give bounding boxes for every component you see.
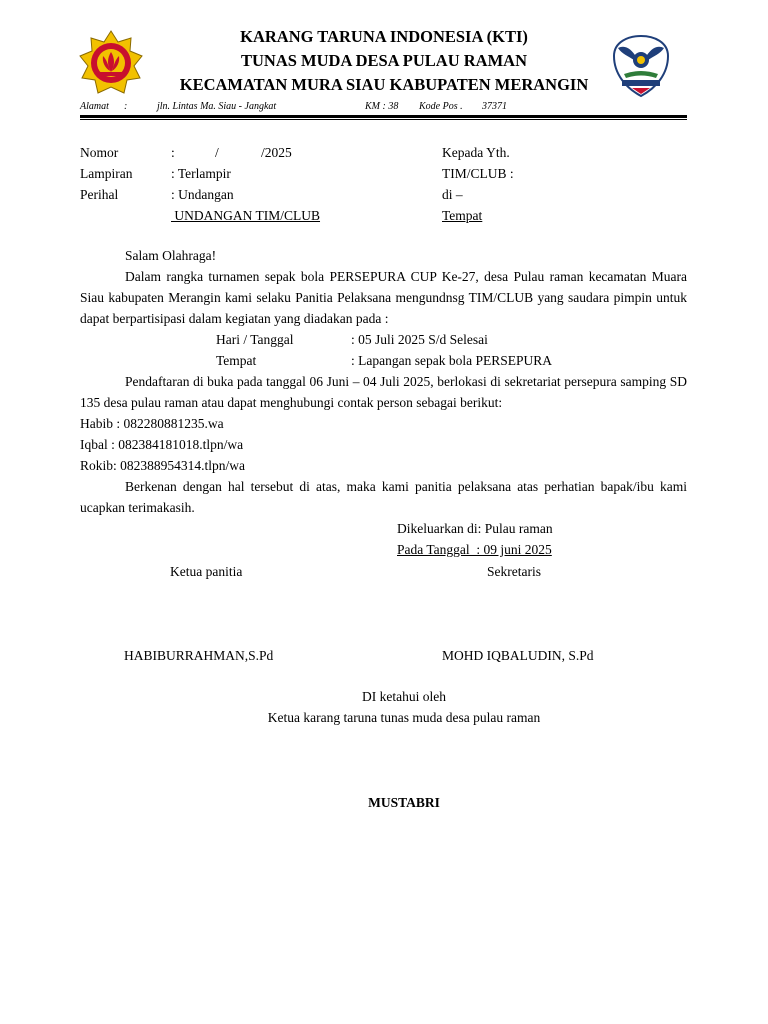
letterhead-region: KECAMATAN MURA SIAU KABUPATEN MERANGIN	[179, 75, 589, 94]
issued-date: Pada Tanggal : 09 juni 2025	[397, 542, 552, 557]
acknowledger-title: Ketua karang taruna tunas muda desa pulau raman	[267, 710, 541, 725]
secretary-name: MOHD IQBALUDIN, S.Pd	[442, 648, 594, 663]
acknowledged-by: DI ketahui oleh	[362, 689, 446, 704]
invitation-text: Dalam rangka turnamen sepak bola PERSEPURA CUP Ke-27, desa Pulau raman kecamatan Muara Siau kabupaten Merangin kami selaku Panitia Pelaksana mengundnsg TIM/CLUB yang saudara pimpin untuk dapat berpartisipasi dalam kegiatan yang diadakan pada :	[80, 269, 687, 326]
postal-code: 37371	[482, 101, 507, 112]
recipient-greeting: Kepada Yth.	[442, 145, 510, 160]
nomor-colon: :	[171, 145, 175, 160]
contact-iqbal: Iqbal : 082384181018.tlpn/wa	[80, 437, 244, 452]
event-place-value: : Lapangan sepak bola PERSEPURA	[351, 353, 552, 368]
registration-paragraph	[80, 371, 687, 413]
subject-line: UNDANGAN TIM/CLUB	[171, 208, 321, 223]
invitation-paragraph	[80, 266, 687, 329]
letterhead-rule-thin	[80, 119, 687, 120]
chairman-name: HABIBURRAHMAN,S.Pd	[124, 648, 274, 663]
recipient-team: TIM/CLUB :	[442, 166, 514, 181]
lampiran-label: Lampiran	[80, 166, 133, 181]
closing-text: Berkenan dengan hal tersebut di atas, maka kami panitia pelaksana atas perhatian bapak/ibu kami ucapkan terimakasih.	[80, 479, 687, 515]
event-date-value: : 05 Juli 2025 S/d Selesai	[351, 332, 488, 347]
perihal-label: Perihal	[80, 187, 119, 202]
lampiran-value: : Terlampir	[171, 166, 231, 181]
registration-text: Pendaftaran di buka pada tanggal 06 Juni – 04 Juli 2025, berlokasi di sekretariat persepura samping SD 135 desa pulau raman atau dapat menghubungi contak person sebagai berikut:	[80, 374, 687, 410]
nomor-label: Nomor	[80, 145, 119, 160]
nomor-year: /2025	[261, 145, 292, 160]
issued-place: Dikeluarkan di: Pulau raman	[397, 521, 553, 536]
address-value: jln. Lintas Ma. Siau - Jangkat	[157, 101, 277, 112]
address-km: KM : 38	[365, 101, 399, 112]
letterhead-org-name: KARANG TARUNA INDONESIA (KTI)	[240, 27, 528, 46]
event-date-label: Hari / Tanggal	[216, 332, 294, 347]
address-label: Alamat	[80, 101, 109, 112]
secretary-title: Sekretaris	[487, 564, 541, 579]
closing-paragraph	[80, 476, 687, 518]
perihal-value: : Undangan	[171, 187, 234, 202]
recipient-di: di –	[442, 187, 463, 202]
recipient-place: Tempat	[442, 208, 483, 223]
chairman-title: Ketua panitia	[170, 564, 243, 579]
contact-habib: Habib : 082280881235.wa	[80, 416, 224, 431]
postal-label: Kode Pos .	[419, 101, 463, 112]
letterhead-unit-name: TUNAS MUDA DESA PULAU RAMAN	[240, 51, 527, 70]
contact-rokib: Rokib: 082388954314.tlpn/wa	[80, 458, 245, 473]
salutation: Salam Olahraga!	[125, 248, 217, 263]
letterhead-rule-thick	[80, 115, 687, 118]
nomor-slash: /	[215, 145, 219, 160]
address-colon: :	[124, 101, 128, 112]
event-place-label: Tempat	[216, 353, 257, 368]
acknowledger-name: MUSTABRI	[368, 795, 440, 810]
